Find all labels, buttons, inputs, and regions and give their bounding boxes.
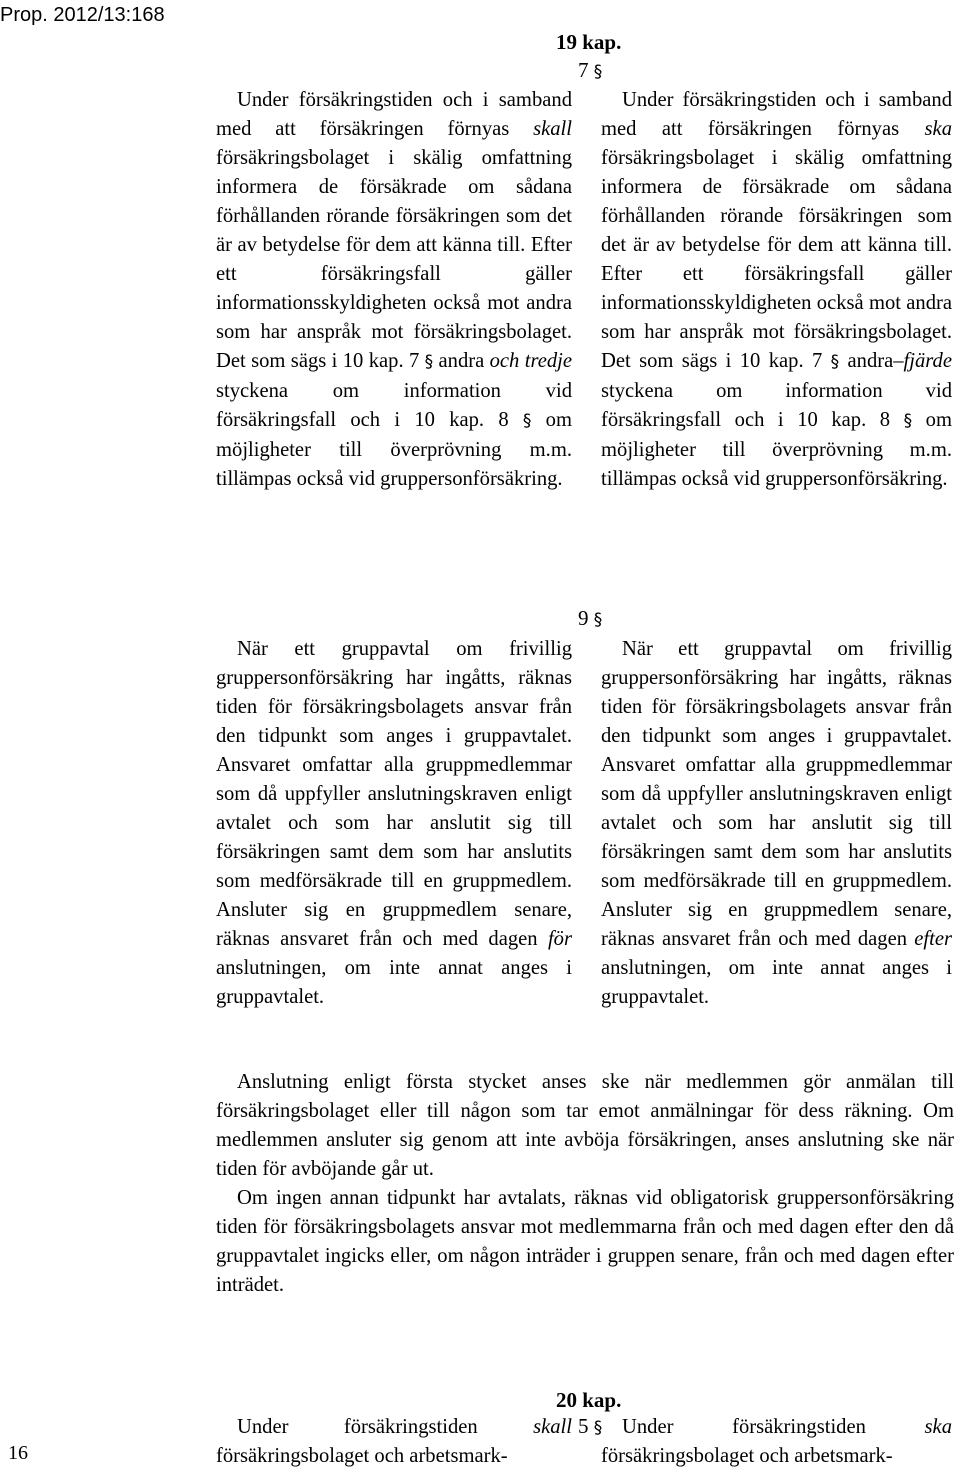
section-sign-icon: § [424,352,434,372]
paragraph: Anslutning enligt första stycket anses ske när medlemmen gör anmälan till försäkringsbolaget eller till någon som tar emot anmälningar för dess räkning. Om medlemmen ansluter sig genom att inte avböja försäkringen, anses anslutning ske när tiden för avböjande går ut. [216,1071,954,1180]
section-number: 5 [578,1414,589,1438]
section-number: 7 [578,58,589,82]
section-sign-icon: § [830,352,840,372]
section-7-heading [578,58,602,83]
section-sign-icon: § [903,411,913,431]
page-number: 16 [8,1442,28,1464]
ch20-s5-current-text: Under försäkringstiden skall försäkringsbolaget och arbetsmark- [216,1416,572,1467]
section-number: 9 [578,606,589,630]
chapter-19-heading: 19 kap. [556,30,622,54]
prop-header: Prop. 2012/13:168 [0,4,165,26]
ch19-s7-proposed-text: Under försäkringstiden och i samband med att försäkringen förnyas ska försäkringsbolaget i skälig omfattning informera de försäkrade om sådana förhållanden rörande försäkringen som det är av betydelse för dem att känna till. Efter ett försäkringsfall gäller informationsskyldigheten också mot andra som har anspråk mot försäkringsbolaget. Det som sägs i 10 kap. 7 § andra–fjärde styckena om information vid försäkringsfall och i 10 kap. 8 § om möjligheter till överprövning m.m. tillämpas också vid gruppersonförsäkring. [601,89,952,490]
ch20-s5-proposed-text: Under försäkringstiden ska försäkringsbolaget och arbetsmark- [601,1416,952,1467]
chapter-20-heading: 20 kap. [556,1388,622,1412]
ch19-s9-common-text [216,1068,954,1300]
section-sign-icon: § [522,411,532,431]
section-9-heading [578,606,602,631]
section-sign-icon: § [593,610,603,630]
ch19-s9-proposed-text: När ett gruppavtal om frivillig gruppersonförsäkring har ingåtts, räknas tiden för försäkringsbolagets ansvar från den tidpunkt som anges i gruppavtalet. Ansvaret omfattar alla gruppmedlemmar som då uppfyller anslutningskraven enligt avtalet och som har anslutit sig till försäkringen samt dem som har anslutits som medförsäkrade till en gruppmedlem. Ansluter sig en gruppmedlem senare, räknas ansvaret från och med dagen efter anslutningen, om inte annat anges i gruppavtalet. [601,638,952,1008]
paragraph: Om ingen annan tidpunkt har avtalats, räknas vid obligatorisk gruppersonförsäkring tiden för försäkringsbolagets ansvar mot medlemmarna från och med dagen efter den då gruppavtalet ingicks eller, om någon inträder i gruppen senare, från och med dagen efter inträdet. [216,1187,954,1296]
ch19-s7-current-text: Under försäkringstiden och i samband med att försäkringen förnyas skall försäkringsbolaget i skälig omfattning informera de försäkrade om sådana förhållanden rörande försäkringen som det är av betydelse för dem att känna till. Efter ett försäkringsfall gäller informationsskyldigheten också mot andra som har anspråk mot försäkringsbolaget. Det som sägs i 10 kap. 7 § andra och tredje styckena om information vid försäkringsfall och i 10 kap. 8 § om möjligheter till överprövning m.m. tillämpas också vid gruppersonförsäkring. [216,89,573,490]
section-sign-icon: § [593,1418,603,1438]
section-5-heading [578,1414,602,1439]
section-sign-icon: § [593,62,603,82]
ch19-s9-current-text: När ett gruppavtal om frivillig gruppersonförsäkring har ingåtts, räknas tiden för försäkringsbolagets ansvar från den tidpunkt som anges i gruppavtalet. Ansvaret omfattar alla gruppmedlemmar som då uppfyller anslutningskraven enligt avtalet och som har anslutit sig till försäkringen samt dem som har anslutits som medförsäkrade till en gruppmedlem. Ansluter sig en gruppmedlem senare, räknas ansvaret från och med dagen för anslutningen, om inte annat anges i gruppavtalet. [216,638,572,1008]
